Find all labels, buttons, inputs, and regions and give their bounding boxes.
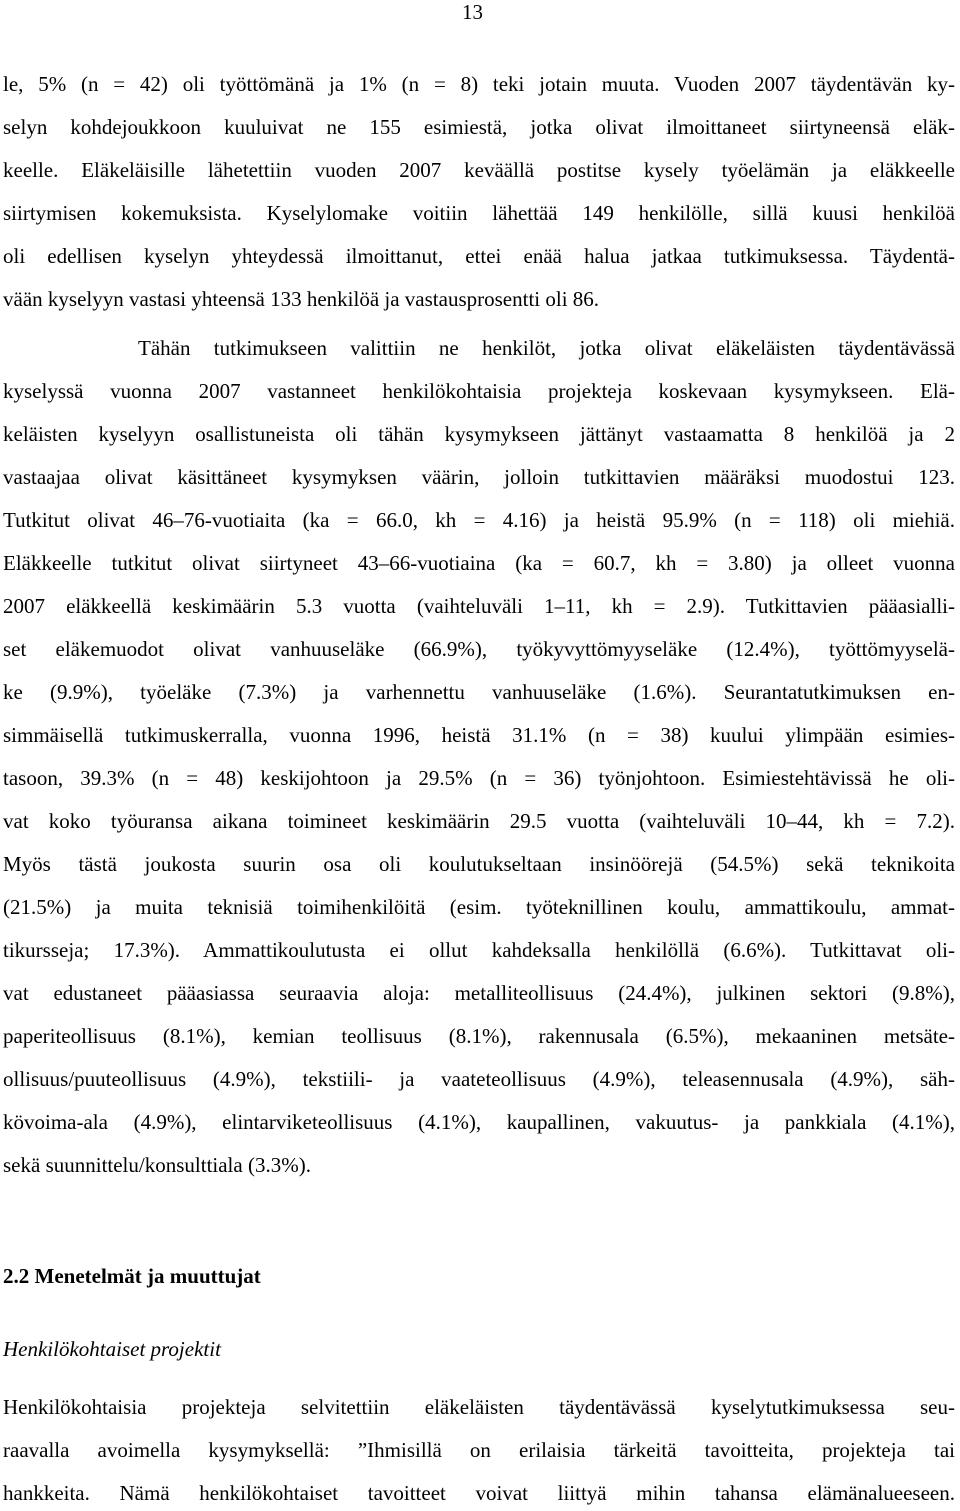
text-line: 2007 eläkkeellä keskimäärin 5.3 vuotta (vaihteluväli 1–11, kh = 2.9). Tutkittavien pääasialli- [3, 594, 955, 618]
text-line: tikursseja; 17.3%). Ammattikoulutusta ei ollut kahdeksalla henkilöllä (6.6%). Tutkittavat oli- [3, 938, 955, 962]
text-line: ollisuus/puuteollisuus (4.9%), tekstiili- ja vaateteollisuus (4.9%), teleasennusala (4.9%), säh- [3, 1067, 955, 1091]
text-line: paperiteollisuus (8.1%), kemian teollisuus (8.1%), rakennusala (6.5%), mekaaninen metsäte- [3, 1024, 955, 1048]
text-line: kyselyssä vuonna 2007 vastanneet henkilökohtaisia projekteja koskevaan kysymykseen. Elä- [3, 379, 955, 403]
text-line: Henkilökohtaisia projekteja selvitettiin eläkeläisten täydentävässä kyselytutkimuksessa seu- [3, 1395, 955, 1419]
text-line: Eläkkeelle tutkitut olivat siirtyneet 43–66-vuotiaina (ka = 60.7, kh = 3.80) ja olleet vuonna [3, 551, 955, 575]
text-line: Tähän tutkimukseen valittiin ne henkilöt, jotka olivat eläkeläisten täydentävässä [138, 336, 955, 360]
text-line: Tutkitut olivat 46–76-vuotiaita (ka = 66.0, kh = 4.16) ja heistä 95.9% (n = 118) oli miehiä. [3, 508, 955, 532]
section-heading: 2.2 Menetelmät ja muuttujat [3, 1264, 261, 1288]
text-line: vään kyselyyn vastasi yhteensä 133 henkilöä ja vastausprosentti oli 86. [3, 287, 600, 311]
text-line: vat edustaneet pääasiassa seuraavia aloja: metalliteollisuus (24.4%), julkinen sektori (9.8%), [3, 981, 955, 1005]
text-line: set eläkemuodot olivat vanhuuseläke (66.9%), työkyvyttömyyseläke (12.4%), työttömyyselä- [3, 637, 955, 661]
page-number: 13 [462, 0, 483, 24]
text-line: sekä suunnittelu/konsulttiala (3.3%). [3, 1153, 311, 1177]
text-line: ke (9.9%), työeläke (7.3%) ja varhennettu vanhuuseläke (1.6%). Seurantatutkimuksen en- [3, 680, 955, 704]
text-line: keelle. Eläkeläisille lähetettiin vuoden 2007 keväällä postitse kysely työelämän ja eläkkeelle [3, 158, 955, 182]
text-line: siirtymisen kokemuksista. Kyselylomake voitiin lähettää 149 henkilölle, sillä kuusi henkilöä [3, 201, 955, 225]
text-line: (21.5%) ja muita teknisiä toimihenkilöitä (esim. työteknillinen koulu, ammattikoulu, ammat- [3, 895, 955, 919]
text-line: vastaajaa olivat käsittäneet kysymyksen väärin, jolloin tutkittavien määräksi muodostui 123. [3, 465, 955, 489]
text-line: raavalla avoimella kysymyksellä: ”Ihmisillä on erilaisia tärkeitä tavoitteita, projekteja tai [3, 1438, 955, 1462]
subsection-heading: Henkilökohtaiset projektit [3, 1337, 221, 1361]
text-line: hankkeita. Nämä henkilökohtaiset tavoitteet voivat liittyä mihin tahansa elämänalueeseen. [3, 1481, 955, 1505]
text-line: kövoima-ala (4.9%), elintarviketeollisuus (4.1%), kaupallinen, vakuutus- ja pankkiala (4.1%), [3, 1110, 955, 1134]
text-line: Myös tästä joukosta suurin osa oli koulutukseltaan insinöörejä (54.5%) sekä teknikoita [3, 852, 955, 876]
text-line: vat koko työuransa aikana toimineet keskimäärin 29.5 vuotta (vaihteluväli 10–44, kh = 7.2). [3, 809, 955, 833]
text-line: selyn kohdejoukkoon kuuluivat ne 155 esimiestä, jotka olivat ilmoittaneet siirtyneensä eläk- [3, 115, 955, 139]
text-line: tasoon, 39.3% (n = 48) keskijohtoon ja 29.5% (n = 36) työnjohtoon. Esimiestehtävissä he oli- [3, 766, 955, 790]
text-line: oli edellisen kyselyn yhteydessä ilmoittanut, ettei enää halua jatkaa tutkimuksessa. Täydentä- [3, 244, 955, 268]
text-line: simmäisellä tutkimuskerralla, vuonna 1996, heistä 31.1% (n = 38) kuului ylimpään esimies- [3, 723, 955, 747]
text-line: keläisten kyselyyn osallistuneista oli tähän kysymykseen jättänyt vastaamatta 8 henkilöä ja 2 [3, 422, 955, 446]
text-line: le, 5% (n = 42) oli työttömänä ja 1% (n = 8) teki jotain muuta. Vuoden 2007 täydentävän ky- [3, 72, 955, 96]
